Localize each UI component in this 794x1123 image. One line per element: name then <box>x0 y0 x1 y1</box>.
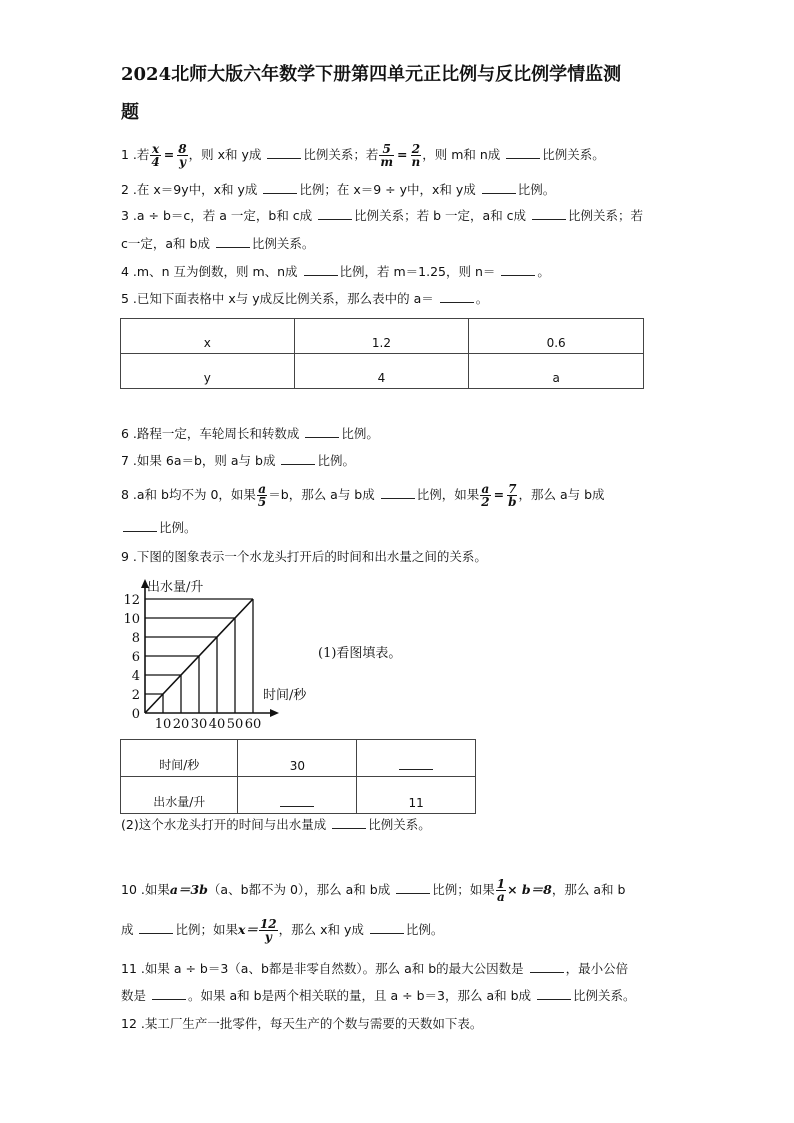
x-axis-arrow <box>270 709 279 717</box>
question-8: 8 .a和 b均不为 0，如果 $\frac{a}{5}$ ＝b，那么 a与 b成 比例，如果 $\frac{a}{2}$ = $\frac{7}{b}$ ，那么 a与 b成 <box>121 482 605 509</box>
y-axis-label: 出水量/升 <box>147 580 204 595</box>
q9-table <box>120 739 476 814</box>
table-cell: y <box>121 354 295 389</box>
question-10-cont: 成 比例；如果x＝ $\frac{12}{y}$ ，那么 x和 y成 比例。 <box>121 917 444 944</box>
fraction: $\frac{8}{y}$ <box>178 142 187 169</box>
answer-blank[interactable] <box>482 181 516 194</box>
water-flow-chart <box>121 578 307 732</box>
y-tick-label: 2 <box>131 688 140 703</box>
fraction: $\frac{1}{a}$ <box>496 877 506 904</box>
question-11-cont: 数是 。如果 a和 b是两个相关联的量，且 a ÷ b＝3，那么 a和 b成 比例关系。 <box>121 988 636 1003</box>
fraction: $\frac{2}{n}$ <box>411 142 421 169</box>
question-3: 3 .a ÷ b＝c，若 a 一定，b和 c成 比例关系；若 b 一定，a和 c成 比例关系；若 <box>121 208 644 223</box>
x-tick-label: 50 <box>226 717 244 732</box>
answer-blank[interactable] <box>305 425 339 438</box>
question-10: 10 .如果a＝3b（a、b都不为 0），那么 a和 b成 比例；如果 $\frac{1}{a}$ × b＝8，那么 a和 b <box>121 877 626 904</box>
answer-blank[interactable] <box>530 960 564 973</box>
table-cell: 1.2 <box>294 319 469 354</box>
question-11: 11 .如果 a ÷ b＝3（a、b都是非零自然数）。那么 a和 b的最大公因数是 ，最小公倍 <box>121 961 629 976</box>
x-tick-label: 40 <box>208 717 226 732</box>
answer-blank[interactable] <box>280 794 314 807</box>
y-tick-label: 12 <box>123 593 140 608</box>
y-tick-label: 10 <box>123 612 140 627</box>
x-axis-label: 时间/秒 <box>263 688 307 703</box>
y-tick-label: 8 <box>131 631 140 646</box>
answer-blank[interactable] <box>381 486 415 499</box>
answer-blank[interactable] <box>152 987 186 1000</box>
answer-blank[interactable] <box>123 519 157 532</box>
table-cell: 出水量/升 <box>121 777 238 814</box>
answer-blank[interactable] <box>396 881 430 894</box>
question-2: 2 .在 x＝9y中，x和 y成 比例；在 x＝9 ÷ y中，x和 y成 比例。 <box>121 182 556 197</box>
table-cell: a <box>469 354 644 389</box>
fraction: $\frac{12}{y}$ <box>259 917 277 944</box>
y-tick-label: 6 <box>131 650 140 665</box>
answer-blank[interactable] <box>501 263 535 276</box>
q5-table <box>120 318 644 389</box>
table-cell: 30 <box>238 740 357 777</box>
answer-blank[interactable] <box>318 207 352 220</box>
fraction: $\frac{7}{b}$ <box>508 482 517 509</box>
table-cell[interactable] <box>238 777 357 814</box>
x-tick-label: 30 <box>190 717 208 732</box>
question-5: 5 .已知下面表格中 x与 y成反比例关系，那么表中的 a＝ 。 <box>121 291 489 306</box>
fraction: $\frac{a}{5}$ <box>257 482 267 509</box>
answer-blank[interactable] <box>332 816 366 829</box>
question-3-cont: c一定，a和 b成 比例关系。 <box>121 236 315 251</box>
x-tick-label: 10 <box>154 717 172 732</box>
question-9: 9 .下图的图象表示一个水龙头打开后的时间和出水量之间的关系。 <box>121 549 487 564</box>
table-cell: 4 <box>294 354 469 389</box>
answer-blank[interactable] <box>370 921 404 934</box>
answer-blank[interactable] <box>139 921 173 934</box>
answer-blank[interactable] <box>263 181 297 194</box>
answer-blank[interactable] <box>281 452 315 465</box>
table-cell: 时间/秒 <box>121 740 238 777</box>
table-cell: x <box>121 319 295 354</box>
fraction: $\frac{x}{4}$ <box>151 142 160 169</box>
worksheet-title: 2024北师大版六年数学下册第四单元正比例与反比例学情监测 题 <box>121 64 622 123</box>
answer-blank[interactable] <box>537 987 571 1000</box>
table-cell: 11 <box>357 777 476 814</box>
q9-sub1: (1)看图填表。 <box>318 646 402 661</box>
answer-blank[interactable] <box>532 207 566 220</box>
answer-blank[interactable] <box>216 235 250 248</box>
x-tick-label: 60 <box>244 717 262 732</box>
answer-blank[interactable] <box>304 263 338 276</box>
y-tick-label: 0 <box>131 707 140 722</box>
table-cell: 0.6 <box>469 319 644 354</box>
question-12: 12 .某工厂生产一批零件，每天生产的个数与需要的天数如下表。 <box>121 1016 483 1031</box>
x-tick-label: 20 <box>172 717 190 732</box>
answer-blank[interactable] <box>506 146 540 159</box>
question-6: 6 .路程一定，车轮周长和转数成 比例。 <box>121 426 379 441</box>
table-cell[interactable] <box>357 740 476 777</box>
question-4: 4 .m、n 互为倒数，则 m、n成 比例，若 m＝1.25，则 n＝ 。 <box>121 264 550 279</box>
answer-blank[interactable] <box>440 290 474 303</box>
question-1: 1 .若 $\frac{x}{4}$ = $\frac{8}{y}$ ，则 x和 y成 比例关系；若 $\frac{5}{m}$ = $\frac{2}{n}$ ，则 m和 n成 比例关系。 <box>121 142 605 169</box>
question-9-sub2: (2)这个水龙头打开的时间与出水量成 比例关系。 <box>121 817 431 832</box>
fraction: $\frac{a}{2}$ <box>481 482 490 509</box>
answer-blank[interactable] <box>399 757 433 770</box>
question-7: 7 .如果 6a＝b，则 a与 b成 比例。 <box>121 453 355 468</box>
question-8-cont: 比例。 <box>121 519 197 537</box>
fraction: $\frac{5}{m}$ <box>380 142 394 169</box>
answer-blank[interactable] <box>267 146 301 159</box>
y-tick-label: 4 <box>131 669 140 684</box>
